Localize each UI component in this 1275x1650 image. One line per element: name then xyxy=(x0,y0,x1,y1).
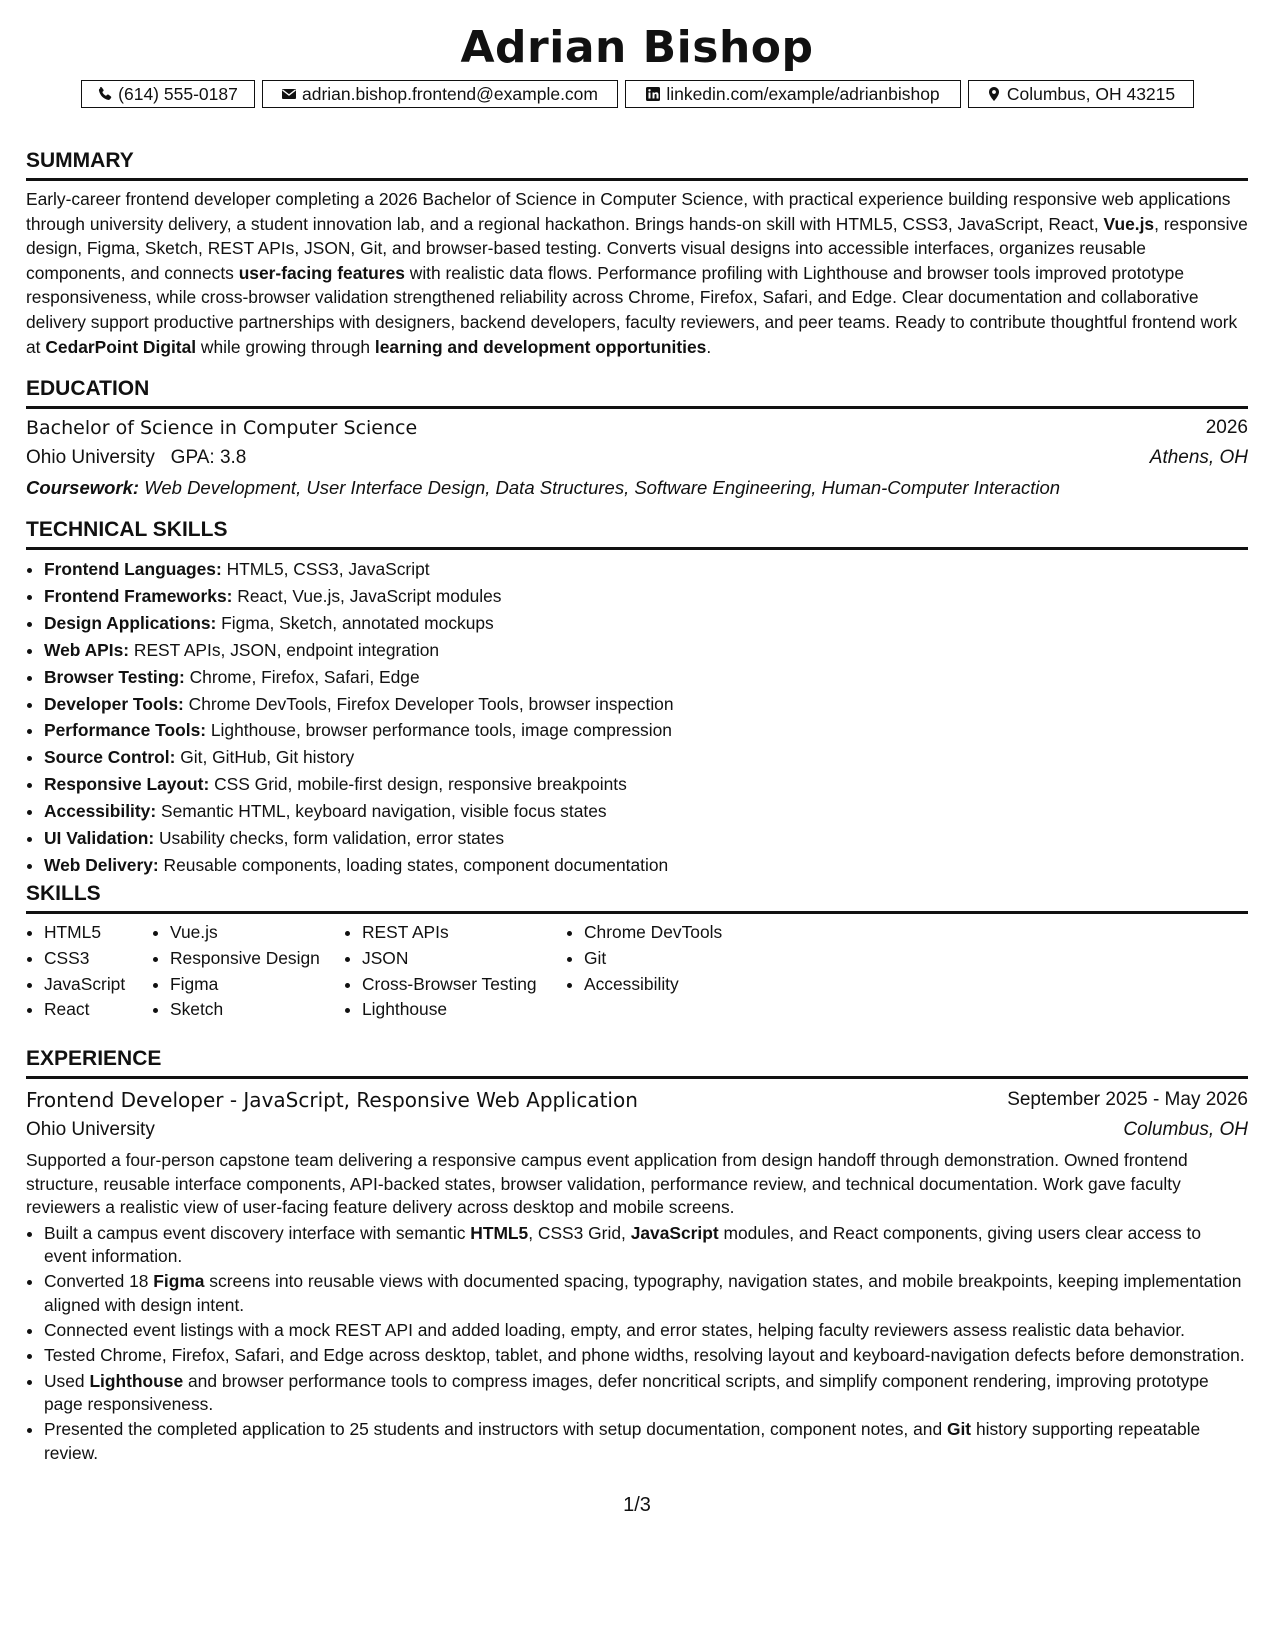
technical-skill-value: React, Vue.js, JavaScript modules xyxy=(237,585,502,606)
contact-linkedin[interactable] xyxy=(625,80,961,108)
email-text: adrian.bishop.frontend@example.com xyxy=(302,83,598,104)
job-bullet-text: modules, and React components, giving users clear access to event information. xyxy=(44,1222,1202,1266)
technical-skill-label: UI Validation: xyxy=(44,828,155,849)
skill-item: • Cross-Browser Testing xyxy=(362,972,566,998)
technical-skill-item xyxy=(44,798,1248,825)
envelope-icon xyxy=(281,86,297,102)
job-bullet-text: , CSS3 Grid, xyxy=(528,1222,631,1243)
job-bullet-text: Tested Chrome, Firefox, Safari, and Edge across desktop, tablet, and phone widths, resolving layout and keyboard-navigation defects before demonstration. xyxy=(44,1345,1245,1366)
graduation-year: 2026 xyxy=(1205,417,1248,438)
skill-item: • Sketch xyxy=(170,997,344,1023)
job-description: Supported a four-person capstone team delivering a responsive campus event application from design handoff through demonstration. Owned frontend structure, reusable interface components, API-backed states, browser validation, performance review, and technical documentation. Work gave faculty reviewers a realistic view of user-facing feature delivery across desktop and mobile screens. xyxy=(26,1150,1188,1217)
technical-skill-value: REST APIs, JSON, endpoint integration xyxy=(133,639,440,660)
technical-skill-value: Semantic HTML, keyboard navigation, visible focus states xyxy=(160,801,607,822)
experience-section xyxy=(26,1048,1248,1467)
technical-skill-value: Git, GitHub, Git history xyxy=(180,747,355,768)
summary-bold: user-facing features xyxy=(238,262,405,283)
job-bullet xyxy=(44,1319,1248,1343)
skills-section xyxy=(26,883,1248,1023)
skill-item: • JSON xyxy=(362,946,566,972)
linkedin-text: linkedin.com/example/adrianbishop xyxy=(666,83,940,104)
job-bullet-keyword: JavaScript xyxy=(630,1222,719,1243)
technical-skill-item xyxy=(44,825,1248,852)
technical-skill-value: HTML5, CSS3, JavaScript xyxy=(226,559,430,579)
skill-item: • CSS3 xyxy=(44,946,152,972)
contact-location xyxy=(968,80,1194,108)
job-bullet-keyword: Git xyxy=(946,1419,972,1440)
job-bullet-text: screens into reusable views with documented spacing, typography, navigation states, and mobile breakpoints, keeping implementation aligned with design intent. xyxy=(44,1271,1242,1315)
map-pin-icon xyxy=(986,86,1002,102)
technical-skill-label: Web Delivery: xyxy=(44,854,159,875)
coursework xyxy=(26,473,1248,503)
experience-heading: EXPERIENCE xyxy=(26,1048,1248,1079)
technical-skill-value: Reusable components, loading states, component documentation xyxy=(163,854,669,875)
technical-skill-label: Web APIs: xyxy=(44,639,130,660)
phone-icon xyxy=(97,86,113,102)
summary-section xyxy=(26,150,1248,359)
skill-item: • Git xyxy=(584,946,784,972)
summary-bold: learning and development opportunities xyxy=(374,336,707,357)
skill-item: • React xyxy=(44,997,152,1023)
job-org-row xyxy=(26,1115,1248,1145)
skills-column xyxy=(344,920,566,1023)
job-bullet-keyword: HTML5 xyxy=(470,1222,529,1243)
job-bullet xyxy=(44,1344,1248,1368)
degree-row xyxy=(26,413,1248,443)
technical-skill-item xyxy=(44,744,1248,771)
candidate-name: Adrian Bishop xyxy=(460,22,814,73)
technical-skills-heading: TECHNICAL SKILLS xyxy=(26,519,1248,550)
technical-skill-label: Design Applications: xyxy=(44,612,217,633)
summary-segment: with realistic data flows. Performance profiling with Lighthouse and browser tools improved prototype responsiveness, while cross-browser validation strengthened reliability across Chrome, Firefox, Safari, and Edge. Clear documentation and collaborative delivery support productive partnerships with designers, backend developers, faculty reviewers, and peer teams. Ready to contribute thoughtful frontend work at xyxy=(26,262,1238,357)
page-number: 1/3 xyxy=(623,1494,651,1516)
job-title-row xyxy=(26,1085,1248,1115)
technical-skill-value: Chrome DevTools, Firefox Developer Tools, browser inspection xyxy=(188,693,674,714)
skill-item: • Vue.js xyxy=(170,920,344,946)
phone-text: (614) 555-0187 xyxy=(118,83,238,104)
skills-column xyxy=(26,920,152,1023)
skill-item: • Responsive Design xyxy=(170,946,344,972)
school-row xyxy=(26,443,1248,473)
job-org: Ohio University xyxy=(26,1119,155,1140)
school-name: Ohio University xyxy=(26,447,155,468)
summary-bold: Vue.js xyxy=(1103,213,1155,234)
school-info xyxy=(26,443,246,473)
summary-segment: , responsive design, Figma, Sketch, REST APIs, JSON, Git, and browser-based testing. Converts visual designs into accessible interfaces, organizes reusable components, and connects xyxy=(26,213,1248,283)
school-location: Athens, OH xyxy=(1149,447,1248,468)
summary-text xyxy=(26,187,1248,359)
technical-skill-item xyxy=(44,852,1248,879)
contact-email[interactable] xyxy=(262,80,618,108)
technical-skill-item xyxy=(44,664,1248,691)
job-bullet-keyword: Figma xyxy=(153,1271,205,1292)
skill-item: • HTML5 xyxy=(44,920,152,946)
technical-skills-section xyxy=(26,519,1248,879)
job-bullet-text: Converted 18 xyxy=(44,1271,154,1292)
skill-item: • REST APIs xyxy=(362,920,566,946)
technical-skill-label: Performance Tools: xyxy=(44,720,207,741)
technical-skill-item xyxy=(44,771,1248,798)
job-role: Frontend Developer - JavaScript, Responsive Web Application xyxy=(26,1088,638,1112)
technical-skill-value: Lighthouse, browser performance tools, image compression xyxy=(210,720,672,741)
contact-bar xyxy=(26,80,1248,108)
resume-page xyxy=(26,0,1248,1650)
skill-item: • Lighthouse xyxy=(362,997,566,1023)
job-bullet-text: Presented the completed application to 25 students and instructors with setup documentation, component notes, and xyxy=(44,1419,947,1440)
technical-skill-label: Accessibility: xyxy=(44,801,157,822)
summary-heading: SUMMARY xyxy=(26,150,1248,181)
technical-skill-item xyxy=(44,717,1248,744)
coursework-label: Coursework: xyxy=(26,477,140,498)
technical-skill-label: Source Control: xyxy=(44,747,176,768)
job-bullets xyxy=(26,1222,1248,1466)
degree-name: Bachelor of Science in Computer Science xyxy=(26,417,418,439)
job-bullet xyxy=(44,1370,1248,1417)
technical-skills-list xyxy=(26,556,1248,879)
coursework-list: Web Development, User Interface Design, Data Structures, Software Engineering, Human-Computer Interaction xyxy=(144,477,1061,498)
technical-skill-label: Responsive Layout: xyxy=(44,774,210,795)
skills-column xyxy=(152,920,344,1023)
job-bullet-text: history supporting repeatable review. xyxy=(44,1419,1201,1463)
job-bullet-text: and browser performance tools to compress images, defer noncritical scripts, and simplify component rendering, improving prototype page responsiveness. xyxy=(44,1370,1209,1415)
skill-item: • Figma xyxy=(170,972,344,998)
technical-skill-item xyxy=(44,583,1248,610)
technical-skill-item xyxy=(44,610,1248,637)
technical-skill-label: Frontend Languages: xyxy=(44,559,222,579)
job-bullet xyxy=(44,1418,1248,1465)
skills-columns xyxy=(26,920,1248,1023)
technical-skill-item xyxy=(44,691,1248,718)
education-heading: EDUCATION xyxy=(26,378,1248,409)
job-bullet-text: Used xyxy=(44,1370,90,1391)
skills-column xyxy=(566,920,784,1023)
job-bullet-text: Connected event listings with a mock REST API and added loading, empty, and error states, helping faculty reviewers assess realistic data behavior. xyxy=(44,1320,1185,1341)
education-section xyxy=(26,378,1248,503)
technical-skill-value: Figma, Sketch, annotated mockups xyxy=(221,612,494,633)
job-bullet xyxy=(44,1222,1248,1269)
skills-heading: SKILLS xyxy=(26,883,1248,914)
summary-bold: CedarPoint Digital xyxy=(45,336,197,357)
job-bullet-keyword: Lighthouse xyxy=(89,1370,184,1391)
job-bullet xyxy=(44,1270,1248,1317)
skill-item: • JavaScript xyxy=(44,972,152,998)
technical-skill-label: Browser Testing: xyxy=(44,666,185,687)
skill-item: • Accessibility xyxy=(584,972,784,998)
technical-skill-item xyxy=(44,556,1248,583)
summary-segment: Early-career frontend developer completing a 2026 Bachelor of Science in Computer Science, with practical experience building responsive web applications through university delivery, a student innovation lab, and a regional hackathon. Brings hands-on skill with HTML5, CSS3, JavaScript, React, xyxy=(26,189,1231,234)
summary-segment: . xyxy=(706,336,712,357)
gpa: GPA: 3.8 xyxy=(170,447,247,468)
contact-phone xyxy=(81,80,255,108)
location-text: Columbus, OH 43215 xyxy=(1006,83,1176,104)
technical-skill-value: Usability checks, form validation, error states xyxy=(159,828,505,849)
technical-skill-label: Developer Tools: xyxy=(44,693,184,714)
technical-skill-label: Frontend Frameworks: xyxy=(44,585,233,606)
technical-skill-value: CSS Grid, mobile-first design, responsive breakpoints xyxy=(214,774,627,795)
job-dates: September 2025 - May 2026 xyxy=(1007,1089,1248,1110)
technical-skill-value: Chrome, Firefox, Safari, Edge xyxy=(189,666,420,687)
linkedin-icon xyxy=(645,86,661,102)
job-bullet-text: Built a campus event discovery interface with semantic xyxy=(44,1222,471,1243)
skill-item: • Chrome DevTools xyxy=(584,920,784,946)
technical-skill-item xyxy=(44,637,1248,664)
job-location: Columbus, OH xyxy=(1123,1119,1248,1140)
summary-segment: while growing through xyxy=(196,336,375,357)
